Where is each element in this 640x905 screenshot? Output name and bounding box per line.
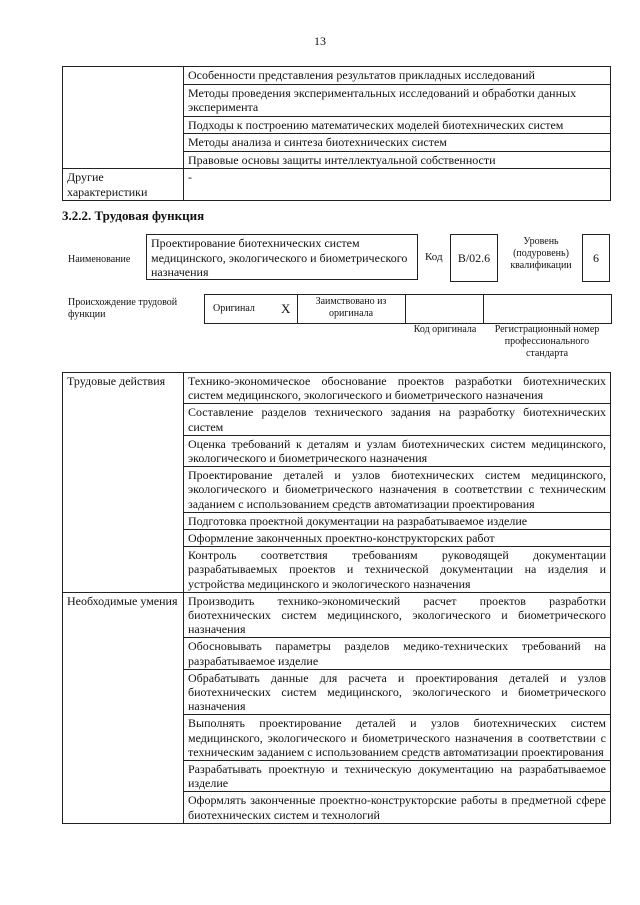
labor-action-item: Проектирование деталей и узлов биотехнических систем медицинского, экологического и биометрического назначения в соответствии с техническим заданием с использованием средств автоматизации проектирования (184, 467, 611, 513)
borrowed-label: Заимствовано из оригинала (315, 296, 387, 319)
table-row (63, 67, 611, 85)
section-title: 3.2.2. Трудовая функция (62, 208, 205, 223)
skills-label: Необходимые умения (63, 592, 184, 823)
empty-label-cell (63, 67, 184, 169)
labor-action-item: Подготовка проектной документации на разрабатываемое изделие (184, 512, 611, 529)
function-name-box: Проектирование биотехнических систем медицинского, экологического и биометрического назначения (146, 234, 418, 280)
labor-action-item: Контроль соответствия требованиям руководящей документации разрабатываемых проектов и технической документации на изделия и устройства медицинского и экологического назначения (184, 547, 611, 593)
table-row (63, 373, 611, 404)
knowledge-item: Методы анализа и синтеза биотехнических систем (184, 134, 611, 152)
code-original-caption: Код оригинала (413, 324, 477, 335)
other-characteristics-label: Другие характеристики (63, 169, 184, 201)
skill-item: Обосновывать параметры разделов медико-технических требований на разрабатываемое изделие (184, 638, 611, 669)
table-row (63, 169, 611, 201)
table-row (63, 592, 611, 638)
labor-action-item: Оформление законченных проектно-конструкторских работ (184, 530, 611, 547)
divider (483, 295, 484, 323)
reg-number-caption: Регистрационный номер профессионального стандарта (494, 324, 600, 359)
original-mark: X (281, 301, 291, 316)
skill-item: Производить технико-экономический расчет проектов разработки биотехнических систем медицинского, экологического и биометрического назначения (184, 592, 611, 638)
knowledge-table (62, 66, 611, 201)
skill-item: Обрабатывать данные для расчета и проектирования деталей и узлов биотехнических систем медицинского, экологического и биометрического назначения (184, 669, 611, 715)
origin-label: Происхождение трудовой функции (68, 297, 178, 320)
code-box: B/02.6 (450, 234, 498, 282)
knowledge-item: Правовые основы защиты интеллектуальной собственности (184, 151, 611, 169)
other-characteristics-value: - (184, 169, 611, 201)
code-label: Код (425, 251, 443, 263)
skill-item: Выполнять проектирование деталей и узлов биотехнических систем медицинского, экологического и биометрического назначения в соответствии с техническим заданием с использованием средств автоматизации проектирования (184, 715, 611, 761)
skill-item: Оформлять законченные проектно-конструкторские работы в предметной сфере биотехнических систем и технологий (184, 792, 611, 823)
labor-action-item: Составление разделов технического задания на разработку биотехнических систем (184, 404, 611, 435)
level-box: 6 (582, 234, 610, 282)
level-label: Уровень (подуровень) квалификации (510, 236, 572, 271)
divider (405, 295, 406, 323)
knowledge-item: Особенности представления результатов прикладных исследований (184, 67, 611, 85)
divider (297, 295, 298, 323)
page-number: 13 (314, 34, 326, 48)
labor-action-item: Оценка требований к деталям и узлам биотехнических систем медицинского, экологического и биометрического назначения (184, 435, 611, 466)
knowledge-item: Подходы к построению математических моделей биотехнических систем (184, 116, 611, 134)
origin-box (204, 294, 612, 324)
skill-item: Разрабатывать проектную и техническую документацию на разрабатываемое изделие (184, 761, 611, 792)
original-label: Оригинал (213, 303, 255, 314)
knowledge-item: Методы проведения экспериментальных исследований и обработки данных эксперимента (184, 84, 611, 116)
labor-action-item: Технико-экономическое обоснование проектов разработки биотехнических систем медицинского, экологического и биометрического назначения (184, 373, 611, 404)
labor-actions-label: Трудовые действия (63, 373, 184, 593)
name-label: Наименование (68, 254, 131, 265)
function-table (62, 372, 611, 824)
